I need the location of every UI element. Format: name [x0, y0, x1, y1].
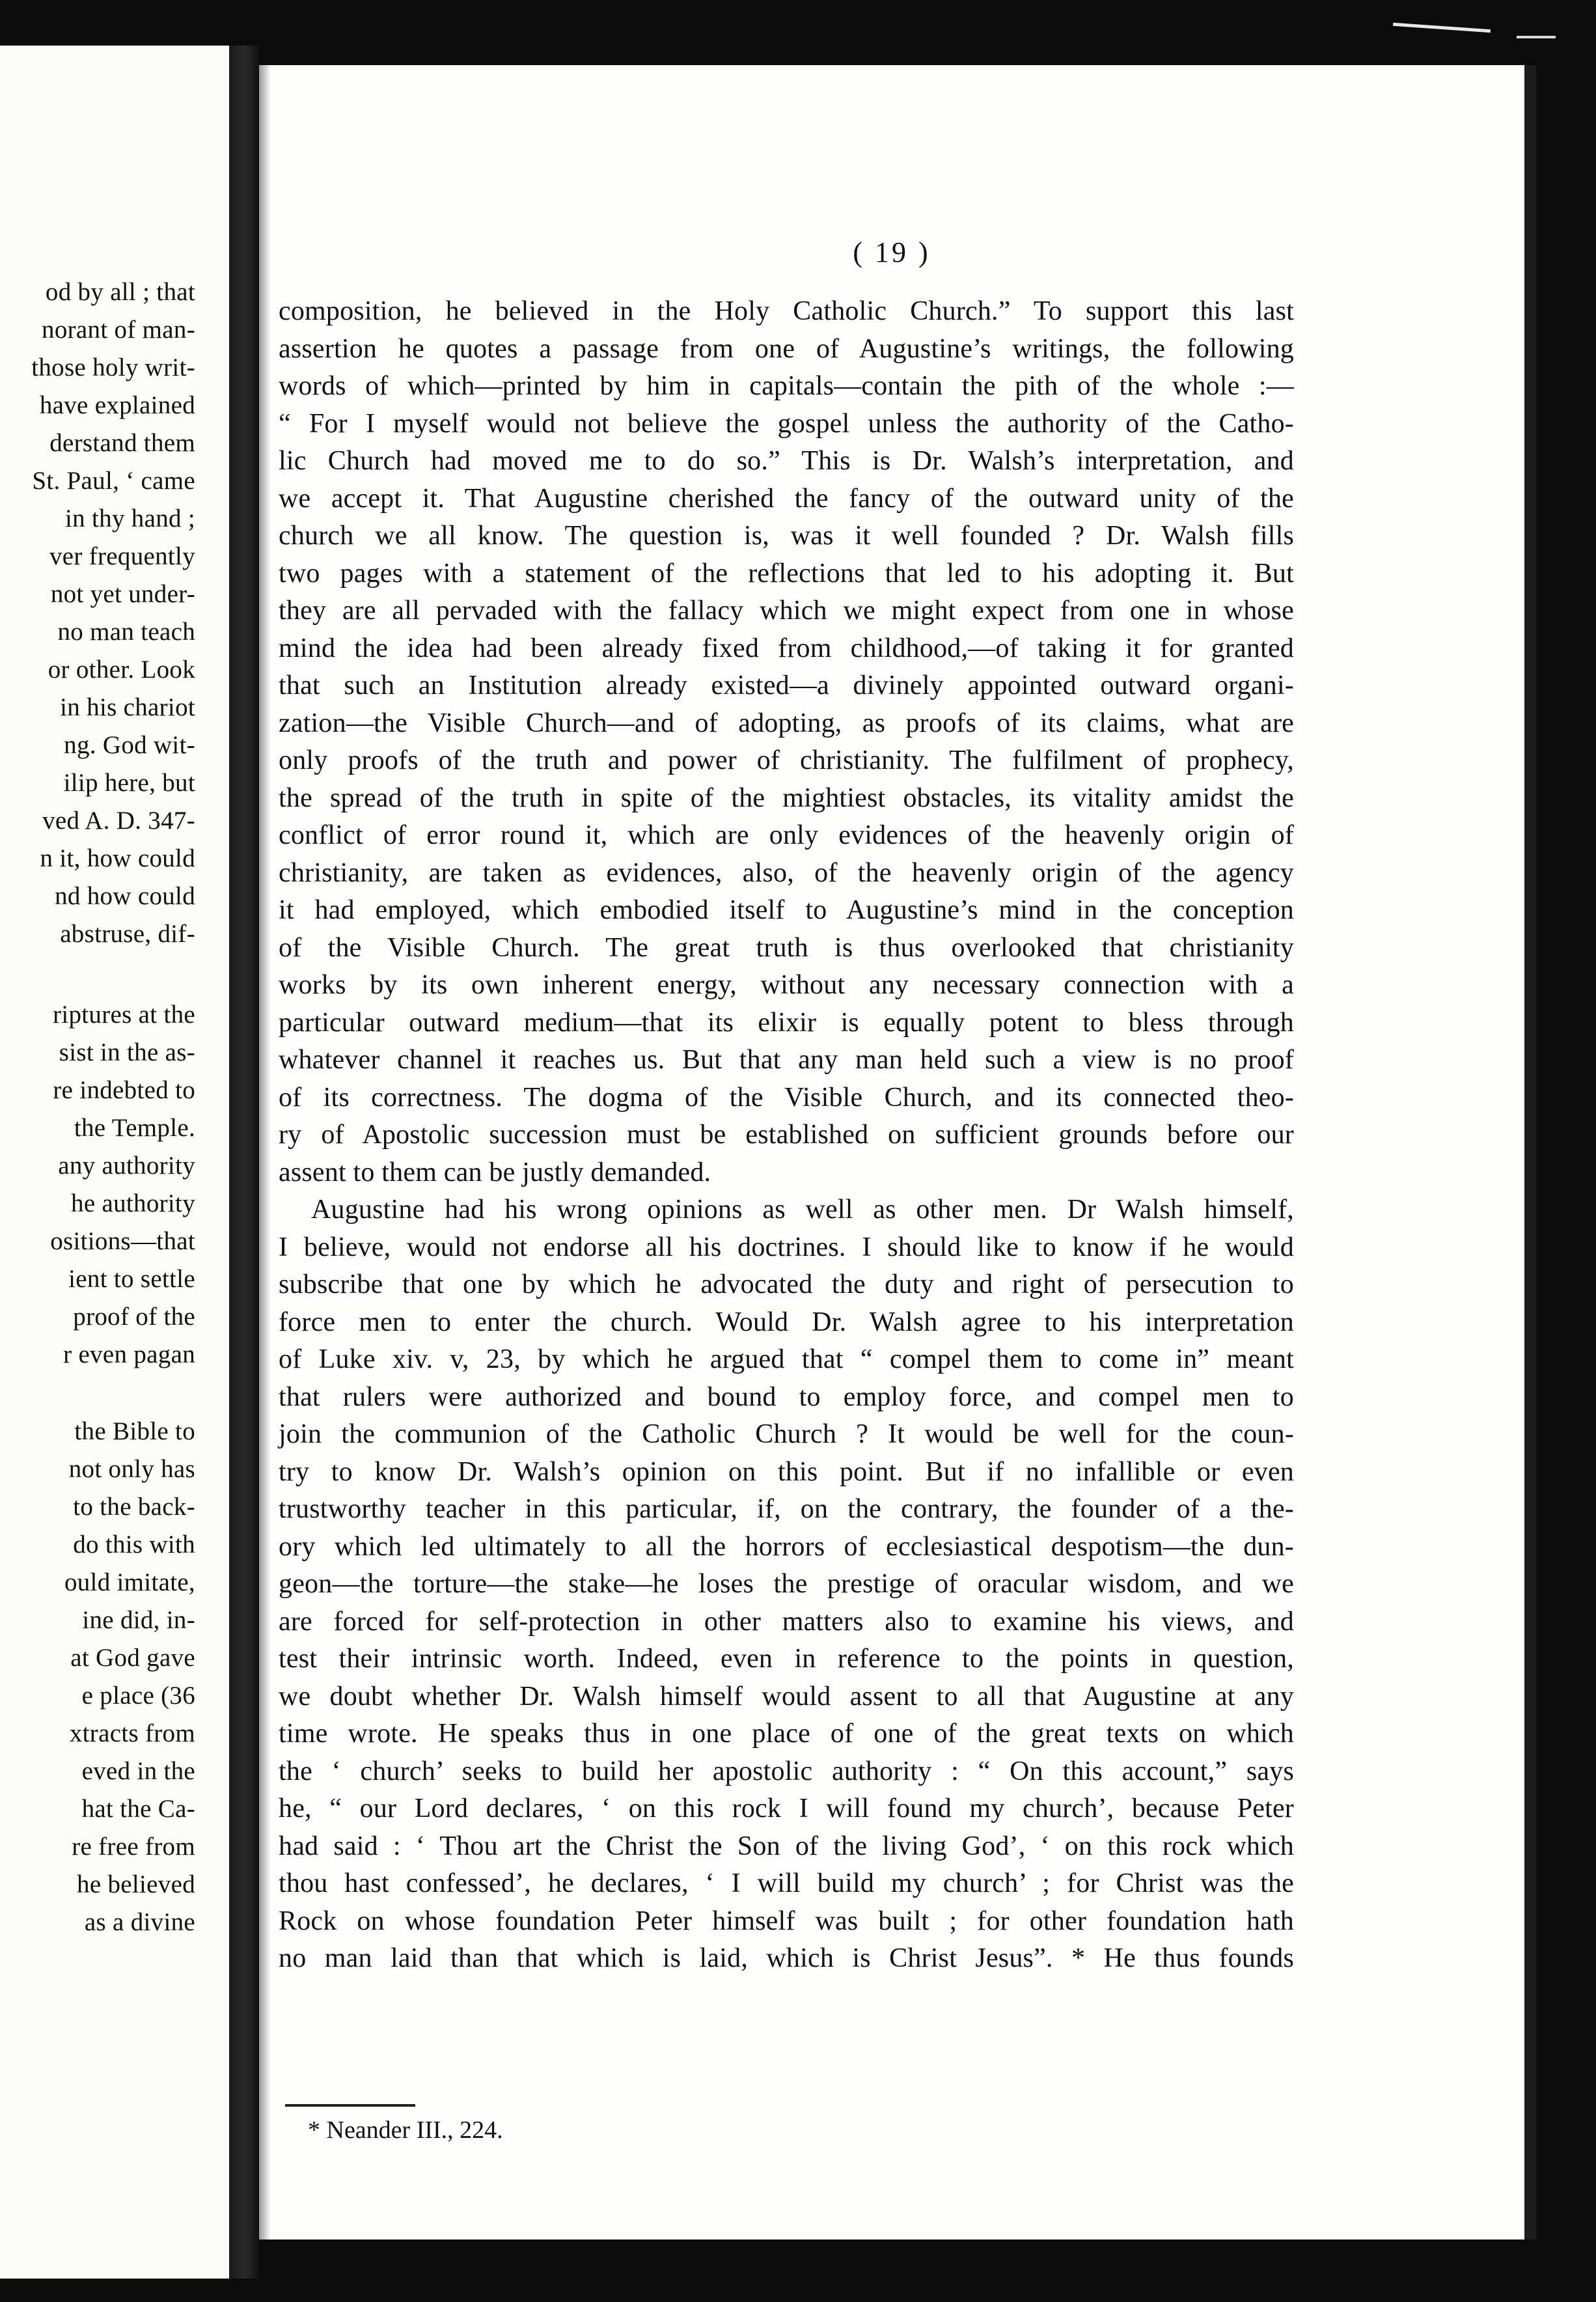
- page-shadow: [259, 65, 271, 2240]
- scan-mark: [1517, 36, 1556, 38]
- paragraph-1: [279, 293, 1294, 1191]
- text-line: time wrote. He speaks thus in one place of one of the great texts on which: [279, 1719, 1294, 1749]
- left-page-line: n it, how could: [40, 844, 195, 872]
- left-page-line: ilip here, but: [63, 769, 195, 797]
- left-page-fragment: [0, 46, 229, 2279]
- left-page-line: ositions—that: [50, 1227, 195, 1255]
- left-page-line: the Bible to: [74, 1417, 195, 1445]
- left-page-line: od by all ; that: [45, 278, 195, 306]
- text-line: whatever channel it reaches us. But that any man held such a view is no proof: [279, 1045, 1294, 1075]
- text-line: assent to them can be justly demanded.: [279, 1157, 711, 1187]
- left-page-line: e place (36: [81, 1682, 195, 1710]
- page-number: ( 19 ): [853, 236, 931, 268]
- text-line: only proofs of the truth and power of christianity. The fulfilment of prophecy,: [279, 745, 1294, 775]
- left-page-line: ng. God wit-: [64, 731, 195, 759]
- left-page-line: in thy hand ;: [65, 505, 195, 533]
- text-line: that such an Institution already existed—a divinely appointed outward organi-: [279, 671, 1294, 700]
- left-page-line: any authority: [58, 1152, 195, 1180]
- text-line: ory which led ultimately to all the horrors of ecclesiastical despotism—the dun-: [279, 1531, 1294, 1562]
- text-line: of Luke xiv. v, 23, by which he argued that “ compel them to come in” meant: [279, 1344, 1294, 1374]
- text-line: I believe, would not endorse all his doctrines. I should like to know if he would: [279, 1232, 1294, 1262]
- text-line: works by its own inherent energy, without any necessary connection with a: [279, 970, 1294, 1000]
- left-page-line: re free from: [72, 1833, 195, 1861]
- text-line: “ For I myself would not believe the gospel unless the authority of the Catho-: [279, 408, 1294, 439]
- text-line: conflict of error round it, which are only evidences of the heavenly origin of: [279, 820, 1294, 850]
- text-line: christianity, are taken as evidences, also, of the heavenly origin of the agency: [279, 857, 1294, 888]
- left-page-line: he authority: [71, 1189, 195, 1217]
- text-line: Rock on whose foundation Peter himself was built ; for other foundation hath: [279, 1906, 1294, 1936]
- text-line: the ‘ church’ seeks to build her apostolic authority : “ On this account,” says: [279, 1756, 1294, 1786]
- left-page-line: as a divine: [84, 1908, 195, 1936]
- text-line: church we all know. The question is, was it well founded ? Dr. Walsh fills: [279, 521, 1294, 551]
- main-text: [279, 293, 1294, 1978]
- text-line: thou hast confessed’, he declares, ‘ I will build my church’ ; for Christ was the: [279, 1868, 1294, 1898]
- text-line: had said : ‘ Thou art the Christ the Son of the living God’, ‘ on this rock which: [279, 1831, 1294, 1861]
- left-page-line: ient to settle: [68, 1265, 195, 1293]
- text-line: of the Visible Church. The great truth is thus overlooked that christianity: [279, 932, 1294, 963]
- book-gutter: [229, 46, 259, 2279]
- text-line: assertion he quotes a passage from one of Augustine’s writings, the following: [279, 333, 1294, 364]
- footnote: * Neander III., 224.: [308, 2116, 503, 2144]
- text-line: two pages with a statement of the reflections that led to his adopting it. But: [279, 558, 1294, 589]
- text-line: test their intrinsic worth. Indeed, even in reference to the points in question,: [279, 1644, 1294, 1674]
- left-page-line: ver frequently: [49, 542, 195, 570]
- left-page-line: sist in the as-: [59, 1038, 195, 1066]
- text-line: we doubt whether Dr. Walsh himself would assent to all that Augustine at any: [279, 1681, 1294, 1712]
- text-line: it had employed, which embodied itself to Augustine’s mind in the conception: [279, 895, 1294, 925]
- text-line: of its correctness. The dogma of the Visible Church, and its connected theo-: [279, 1082, 1294, 1113]
- left-page-line: norant of man-: [42, 316, 195, 344]
- left-page-line: not yet under-: [50, 580, 195, 608]
- left-page-line: he believed: [77, 1870, 195, 1898]
- left-page-line: ine did, in-: [82, 1606, 195, 1634]
- left-page-line: nd how could: [55, 882, 195, 910]
- text-line: no man laid than that which is laid, which is Christ Jesus”. * He thus founds: [279, 1943, 1294, 1973]
- left-page-line: at God gave: [70, 1644, 195, 1672]
- left-page-line: hat the Ca-: [81, 1795, 195, 1823]
- text-line: they are all pervaded with the fallacy which we might expect from one in whose: [279, 596, 1294, 626]
- left-page-line: ould imitate,: [64, 1568, 195, 1596]
- right-page: [259, 65, 1536, 2240]
- left-page-line: to the back-: [73, 1493, 195, 1521]
- text-line: lic Church had moved me to do so.” This is Dr. Walsh’s interpretation, and: [279, 446, 1294, 476]
- left-page-line: do this with: [73, 1531, 195, 1559]
- text-line: mind the idea had been already fixed from childhood,—of taking it for granted: [279, 633, 1294, 663]
- left-page-line: no man teach: [57, 618, 195, 646]
- left-page-line: riptures at the: [53, 1001, 195, 1029]
- left-page-line: not only has: [68, 1455, 195, 1483]
- left-page-line: ved A. D. 347-: [42, 807, 195, 835]
- text-line: join the communion of the Catholic Church ? It would be well for the coun-: [279, 1419, 1294, 1449]
- left-page-line: in his chariot: [60, 693, 195, 721]
- text-line: words of which—printed by him in capitals—contain the pith of the whole :—: [279, 371, 1294, 401]
- text-line: Augustine had his wrong opinions as well as other men. Dr Walsh himself,: [311, 1195, 1294, 1225]
- text-line: geon—the torture—the stake—he loses the prestige of oracular wisdom, and we: [279, 1569, 1294, 1599]
- left-page-line: abstruse, dif-: [60, 920, 195, 948]
- text-line: try to know Dr. Walsh’s opinion on this point. But if no infallible or even: [279, 1456, 1294, 1487]
- text-line: trustworthy teacher in this particular, if, on the contrary, the founder of a the-: [279, 1494, 1294, 1524]
- left-page-line: xtracts from: [69, 1719, 195, 1747]
- left-page-line: St. Paul, ‘ came: [32, 467, 195, 495]
- left-page-line: eved in the: [81, 1757, 195, 1785]
- text-line: subscribe that one by which he advocated the duty and right of persecution to: [279, 1269, 1294, 1299]
- text-line: force men to enter the church. Would Dr. Walsh agree to his interpretation: [279, 1307, 1294, 1337]
- left-page-line: the Temple.: [74, 1114, 195, 1142]
- left-page-line: those holy writ-: [31, 354, 195, 381]
- paragraph-2: [279, 1191, 1294, 1978]
- text-line: that rulers were authorized and bound to employ force, and compel men to: [279, 1381, 1294, 1412]
- left-page-line: proof of the: [73, 1303, 195, 1331]
- left-page-line: r even pagan: [63, 1340, 195, 1368]
- text-line: zation—the Visible Church—and of adopting, as proofs of its claims, what are: [279, 708, 1294, 738]
- text-line: are forced for self-protection in other matters also to examine his views, and: [279, 1606, 1294, 1637]
- left-page-line: have explained: [39, 391, 195, 419]
- text-line: we accept it. That Augustine cherished the fancy of the outward unity of the: [279, 483, 1294, 514]
- footnote-rule: [285, 2104, 415, 2107]
- text-line: he, “ our Lord declares, ‘ on this rock I will found my church’, because Peter: [279, 1794, 1294, 1824]
- text-line: the spread of the truth in spite of the mightiest obstacles, its vitality amidst the: [279, 783, 1294, 813]
- text-line: particular outward medium—that its elixir is equally potent to bless through: [279, 1007, 1294, 1038]
- left-page-line: re indebted to: [53, 1076, 195, 1104]
- left-page-line: or other. Look: [48, 656, 195, 684]
- left-page-line: derstand them: [49, 429, 195, 457]
- text-line: composition, he believed in the Holy Catholic Church.” To support this last: [279, 296, 1294, 326]
- text-line: ry of Apostolic succession must be established on sufficient grounds before our: [279, 1120, 1294, 1150]
